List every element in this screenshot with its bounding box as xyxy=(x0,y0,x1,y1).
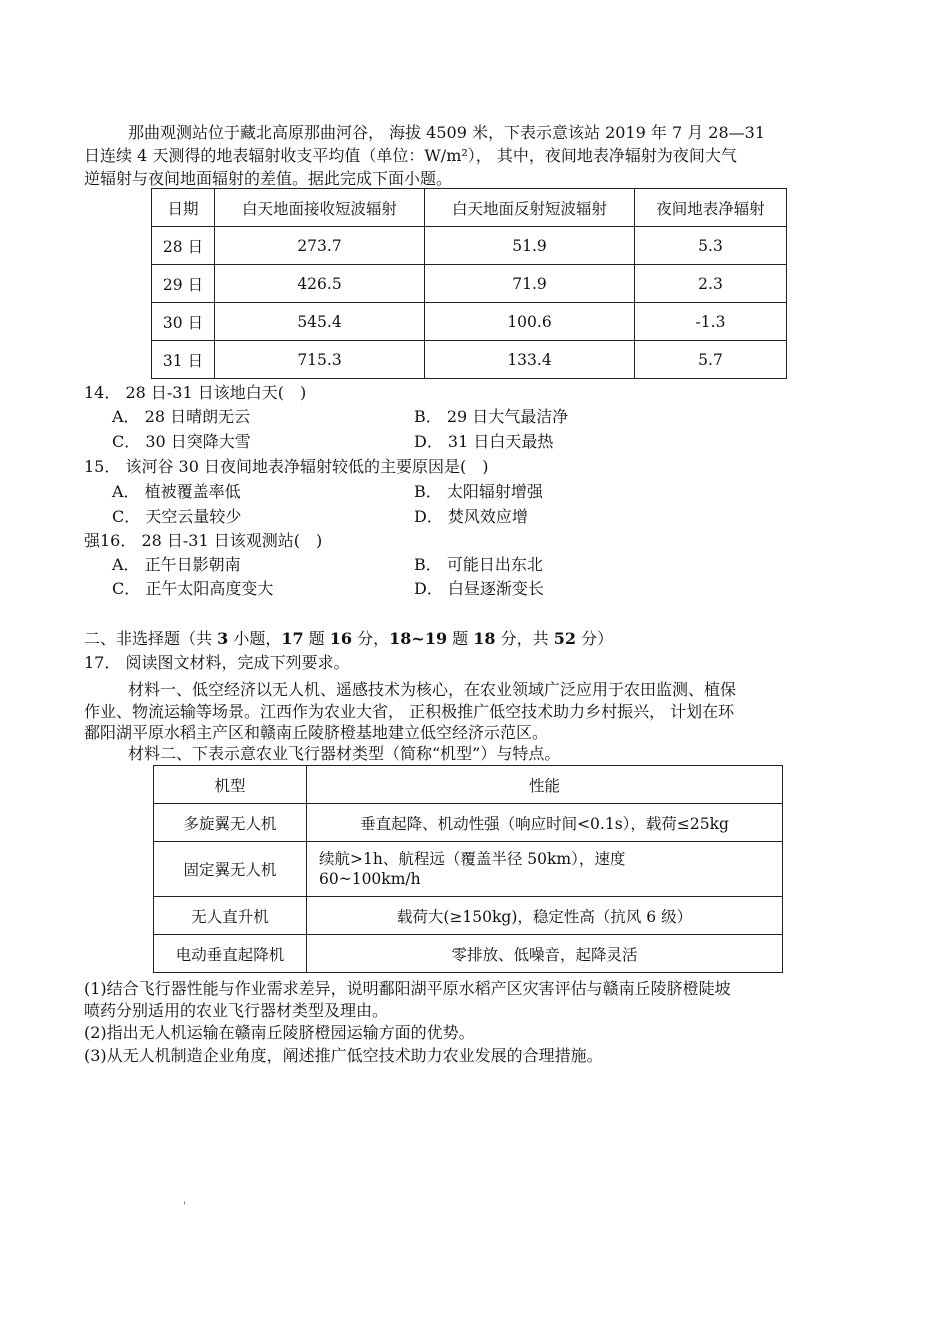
cell-value: 715.3 xyxy=(215,341,425,379)
cell-date: 29 日 xyxy=(152,265,215,303)
footer-mark: ' xyxy=(183,1201,186,1212)
col-header-received: 白天地面接收短波辐射 xyxy=(215,189,425,227)
radiation-table-header xyxy=(152,189,787,227)
cell-performance: 载荷大(≥150kg)，稳定性高（抗风 6 级） xyxy=(307,897,783,935)
table-row xyxy=(154,897,783,935)
subq1-line-2: 喷药分别适用的农业飞行器材类型及理由。 xyxy=(84,1001,389,1020)
subq2: (2)指出无人机运输在赣南丘陵脐橙园运输方面的优势。 xyxy=(84,1023,475,1042)
cell-performance: 垂直起降、机动性强（响应时间<0.1s），载荷≤25kg xyxy=(307,804,783,842)
cell-value: 545.4 xyxy=(215,303,425,341)
cell-value: 426.5 xyxy=(215,265,425,303)
q14-option-a: A． 28 日晴朗无云 xyxy=(112,407,251,426)
cell-value: 71.9 xyxy=(425,265,635,303)
intro-line-3: 逆辐射与夜间地面辐射的差值。据此完成下面小题。 xyxy=(84,169,453,188)
intro-line-1: 那曲观测站位于藏北高原那曲河谷， 海拔 4509 米，下表示意该站 2019 年 7 月 28—31 xyxy=(128,123,766,142)
cell-value: 5.7 xyxy=(635,341,787,379)
col-header-performance: 性能 xyxy=(307,766,783,804)
q16-option-a: A． 正午日影朝南 xyxy=(112,555,241,574)
cell-date: 31 日 xyxy=(152,341,215,379)
table-row xyxy=(154,804,783,842)
subq1-line-1: (1)结合飞行器性能与作业需求差异，说明鄱阳湖平原水稻产区灾害评估与赣南丘陵脐橙陡坡 xyxy=(84,979,731,998)
col-header-date: 日期 xyxy=(152,189,215,227)
cell-value: 273.7 xyxy=(215,227,425,265)
aircraft-table-header xyxy=(154,766,783,804)
table-row xyxy=(152,303,787,341)
q15-option-a: A． 植被覆盖率低 xyxy=(112,482,241,501)
material1-line-2: 作业、物流运输等场景。江西作为农业大省， 正积极推广低空技术助力乡村振兴， 计划在环 xyxy=(84,702,735,721)
q16-stem: 强16． 28 日-31 日该观测站( ) xyxy=(84,531,323,550)
aircraft-table xyxy=(153,765,783,973)
q15-stem: 15． 该河谷 30 日夜间地表净辐射较低的主要原因是( ) xyxy=(84,457,489,476)
q14-option-d: D． 31 日白天最热 xyxy=(414,432,554,451)
table-row xyxy=(152,227,787,265)
q16-option-c: C． 正午太阳高度变大 xyxy=(112,579,274,598)
cell-type: 固定翼无人机 xyxy=(154,842,307,897)
material1-line-1: 材料一、低空经济以无人机、遥感技术为核心，在农业领域广泛应用于农田监测、植保 xyxy=(128,680,737,699)
cell-value: 133.4 xyxy=(425,341,635,379)
radiation-table xyxy=(151,188,787,379)
q15-option-c: C． 天空云量较少 xyxy=(112,507,242,526)
material2-text: 材料二、下表示意农业飞行器材类型（简称“机型”）与特点。 xyxy=(128,744,561,763)
cell-type: 电动垂直起降机 xyxy=(154,935,307,973)
intro-line-2: 日连续 4 天测得的地表辐射收支平均值（单位：W/m²）， 其中，夜间地表净辐射为夜间大气 xyxy=(84,146,737,165)
cell-date: 28 日 xyxy=(152,227,215,265)
cell-date: 30 日 xyxy=(152,303,215,341)
table-row xyxy=(152,265,787,303)
q14-option-c: C． 30 日突降大雪 xyxy=(112,432,251,451)
q15-option-b: B． 太阳辐射增强 xyxy=(414,482,543,501)
cell-value: 5.3 xyxy=(635,227,787,265)
subq3: (3)从无人机制造企业角度，阐述推广低空技术助力农业发展的合理措施。 xyxy=(84,1046,603,1065)
section2-heading: 二、非选择题（共 3 小题，17 题 16 分，18~19 题 18 分，共 52 分） xyxy=(84,629,614,648)
cell-value: -1.3 xyxy=(635,303,787,341)
col-header-type: 机型 xyxy=(154,766,307,804)
cell-performance: 续航>1h、航程远（覆盖半径 50km），速度 60~100km/h xyxy=(307,842,783,897)
col-header-reflected: 白天地面反射短波辐射 xyxy=(425,189,635,227)
cell-performance: 零排放、低噪音，起降灵活 xyxy=(307,935,783,973)
q14-option-b: B． 29 日大气最洁净 xyxy=(414,407,569,426)
table-row xyxy=(154,842,783,897)
table-row xyxy=(152,341,787,379)
q15-option-d: D． 焚风效应增 xyxy=(414,507,528,526)
q16-option-b: B． 可能日出东北 xyxy=(414,555,543,574)
material1-line-3: 鄱阳湖平原水稻主产区和赣南丘陵脐橙基地建立低空经济示范区。 xyxy=(84,723,549,742)
cell-value: 2.3 xyxy=(635,265,787,303)
cell-type: 多旋翼无人机 xyxy=(154,804,307,842)
cell-type: 无人直升机 xyxy=(154,897,307,935)
col-header-night-net: 夜间地表净辐射 xyxy=(635,189,787,227)
q17-stem: 17． 阅读图文材料，完成下列要求。 xyxy=(84,653,350,672)
table-row xyxy=(154,935,783,973)
q16-option-d: D． 白昼逐渐变长 xyxy=(414,579,544,598)
cell-value: 51.9 xyxy=(425,227,635,265)
cell-value: 100.6 xyxy=(425,303,635,341)
q14-stem: 14． 28 日-31 日该地白天( ) xyxy=(84,383,307,402)
